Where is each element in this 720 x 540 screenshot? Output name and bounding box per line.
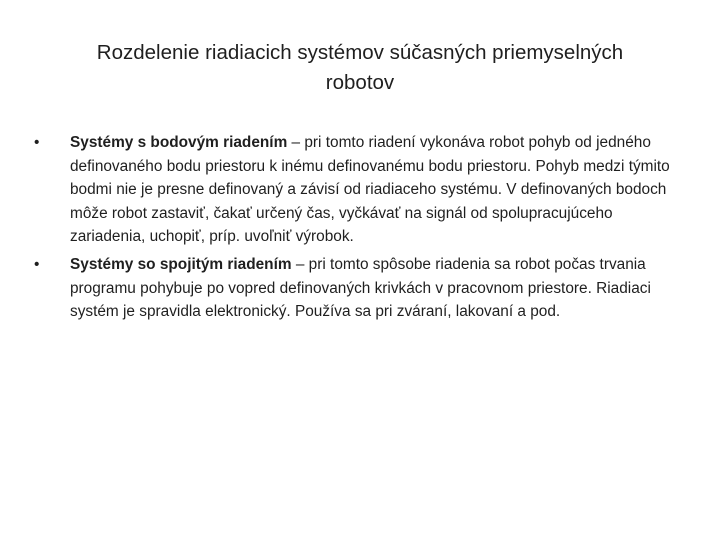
- bullet-text: – pri tomto riadení vykonáva robot pohyb od jedného definovaného bodu priestoru k inému definovanému bodu priestoru. Pohyb medzi týmito bodmi nie je presne definovaný a závisí od riadiaceho systému. V definovaných bodoch môže robot zastaviť, čakať určený čas, vyčkávať na signál od spolupracujúceho zariadenia, uchopiť, príp. uvoľniť výrobok.: [70, 134, 670, 246]
- bullet-term: Systémy s bodovým riadením: [70, 134, 288, 151]
- bullet-item-point-control: [34, 131, 684, 249]
- bullet-icon: •: [34, 255, 40, 273]
- slide-title: Rozdelenie riadiacich systémov súčasných priemyselných robotov: [96, 41, 624, 94]
- bullet-term: Systémy so spojitým riadením: [70, 255, 292, 273]
- bullet-icon: •: [34, 134, 40, 151]
- bullet-item-continuous-control: [34, 253, 684, 324]
- bullet-text: – pri tomto spôsobe riadenia sa robot počas trvania programu pohybuje po vopred definovaných krivkách v pracovnom priestore. Riadiaci systém je spravidla elektronický. Používa sa pri zváraní, lakovaní a pod.: [70, 255, 651, 321]
- bullet-list: [34, 131, 684, 328]
